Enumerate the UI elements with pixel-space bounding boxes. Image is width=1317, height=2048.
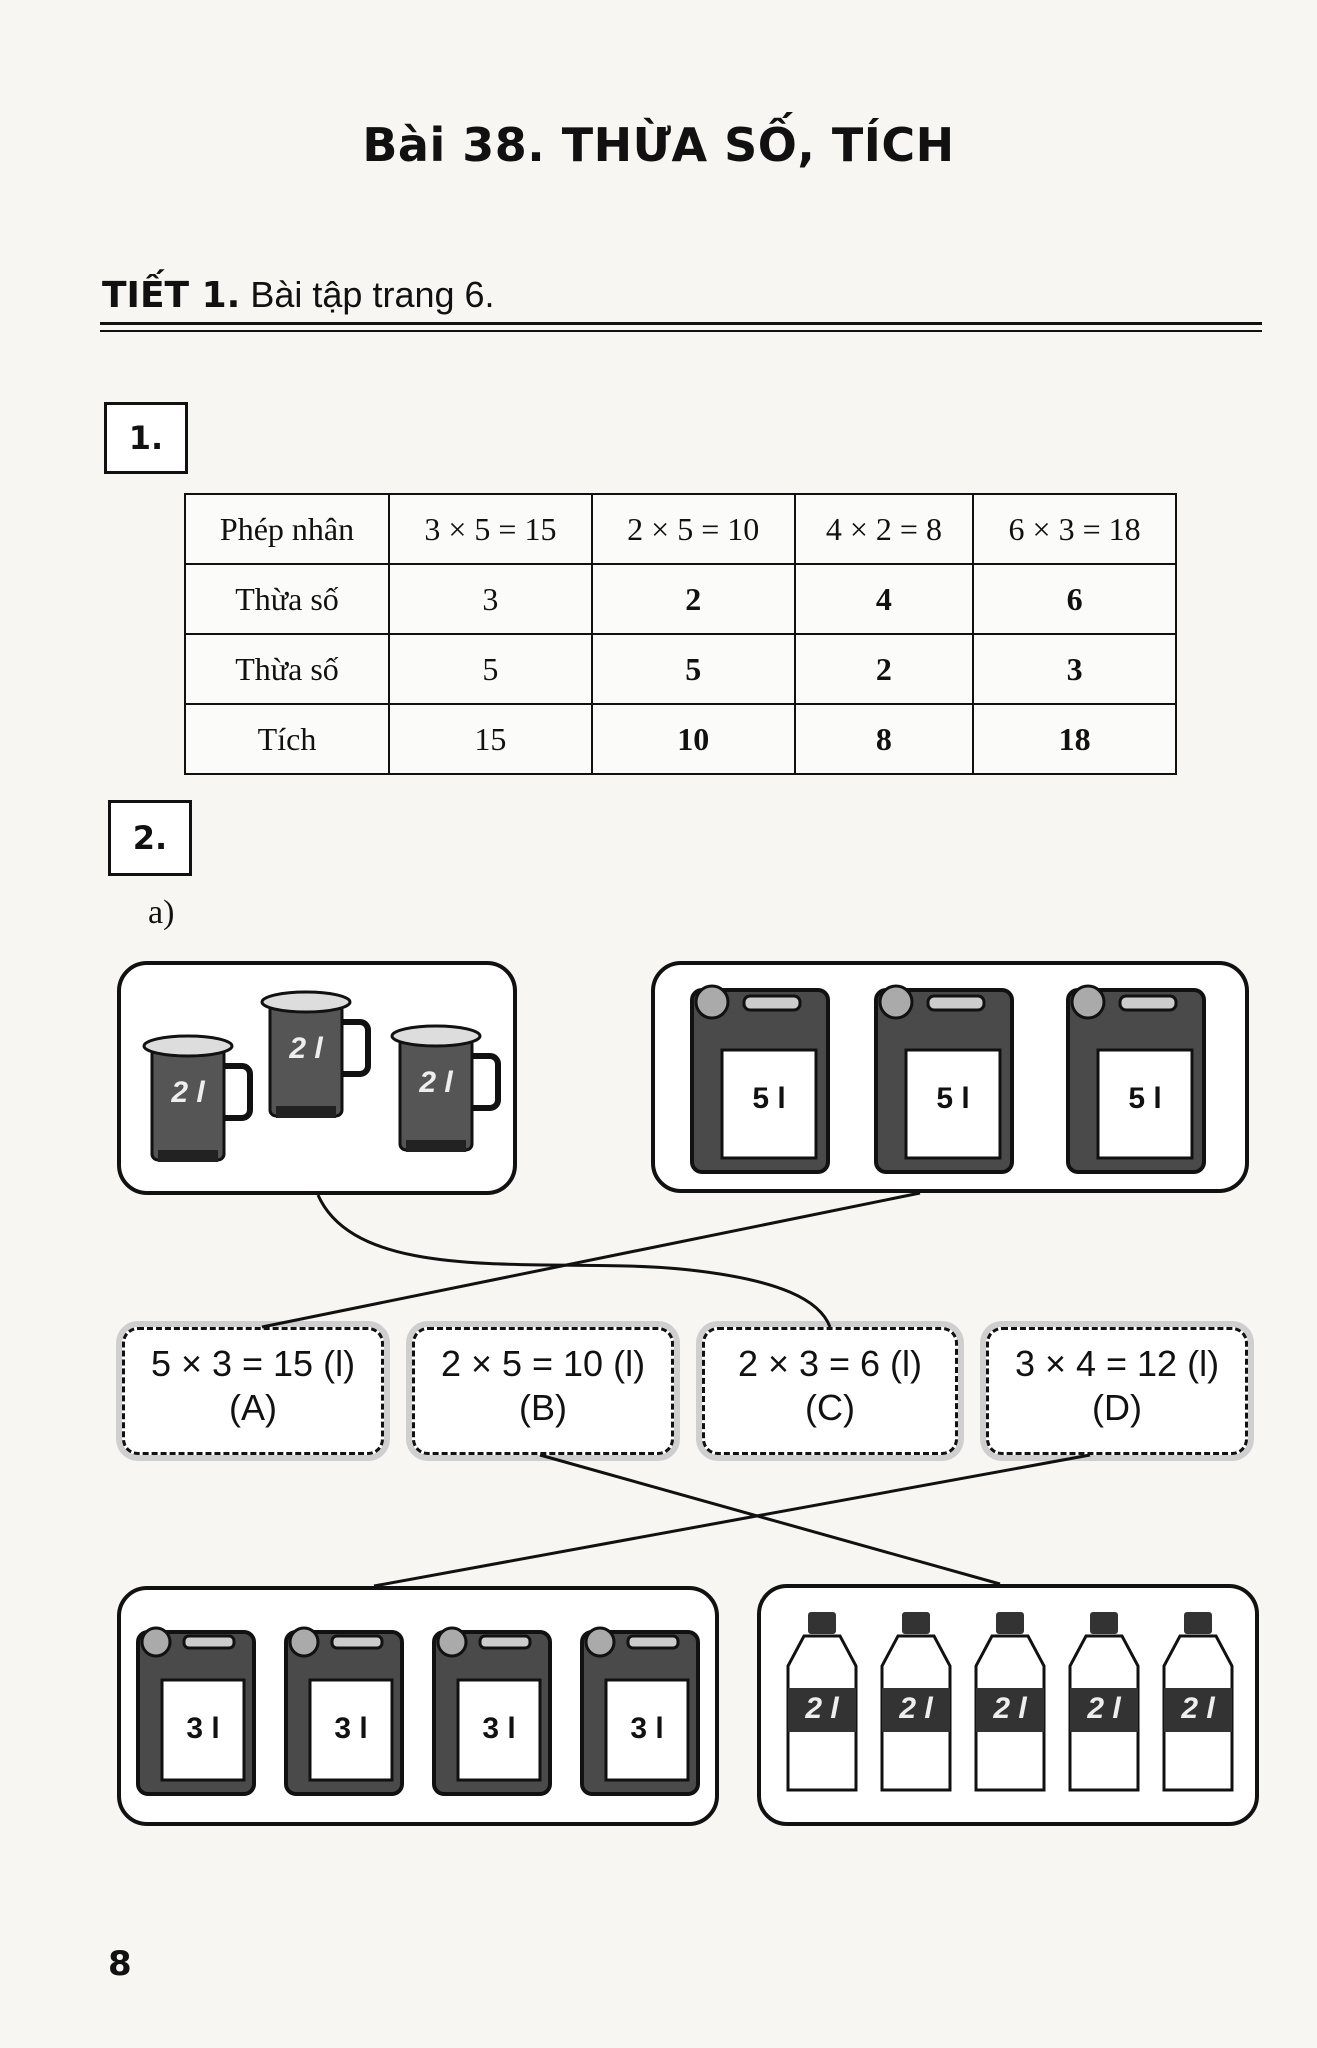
formula-tag: (D) <box>1092 1387 1142 1428</box>
table-header-cell: 4 × 2 = 8 <box>795 494 974 564</box>
canister-icon <box>686 978 834 1178</box>
bottle-icon <box>1156 1610 1240 1798</box>
table-header-cell: 3 × 5 = 15 <box>389 494 592 564</box>
answer-cell: 8 <box>795 704 974 774</box>
table-header-cell: 2 × 5 = 10 <box>592 494 795 564</box>
answer-cell: 10 <box>592 704 795 774</box>
can-label: 3 l <box>334 1712 368 1745</box>
table-cell: 3 <box>389 564 592 634</box>
formula-a-card[interactable] <box>122 1327 384 1455</box>
row-label: Thừa số <box>185 634 389 704</box>
heading-rule-thick <box>100 322 1262 325</box>
can-label: 3 l <box>630 1712 664 1745</box>
jug-label: 2 l <box>289 1032 323 1065</box>
bottle-label: 2 l <box>1181 1692 1215 1725</box>
jug-icon <box>256 986 374 1124</box>
can-label: 3 l <box>186 1712 220 1745</box>
page-title: Bài 38. THỪA SỐ, TÍCH <box>362 118 955 172</box>
answer-cell: 2 <box>592 564 795 634</box>
formula-tag: (B) <box>519 1387 567 1428</box>
bottle-icon <box>780 1610 864 1798</box>
row-label: Thừa số <box>185 564 389 634</box>
jug-label: 2 l <box>171 1076 205 1109</box>
bottle-label: 2 l <box>1087 1692 1121 1725</box>
canister-icon <box>576 1620 704 1800</box>
lesson-label: TIẾT 1. <box>102 275 241 316</box>
lesson-heading <box>102 274 495 316</box>
link-b-to-bottles <box>540 1455 1000 1584</box>
table-cell: 15 <box>389 704 592 774</box>
formula-expression: 5 × 3 = 15 (l) <box>150 1343 356 1384</box>
heading-rule-thin <box>100 330 1262 332</box>
canister-icon <box>280 1620 408 1800</box>
can-label: 5 l <box>1128 1082 1162 1115</box>
formula-expression: 2 × 5 = 10 (l) <box>440 1343 646 1384</box>
row-label: Tích <box>185 704 389 774</box>
formula-tag: (C) <box>805 1387 855 1428</box>
table-header-cell: Phép nhân <box>185 494 389 564</box>
canister-icon <box>132 1620 260 1800</box>
table-header-row <box>185 494 1176 564</box>
canister-icon <box>428 1620 556 1800</box>
answer-cell: 18 <box>973 704 1176 774</box>
answer-cell: 3 <box>973 634 1176 704</box>
page-number: 8 <box>108 1944 132 1984</box>
bottle-label: 2 l <box>899 1692 933 1725</box>
formula-d-card[interactable] <box>986 1327 1248 1455</box>
table-row <box>185 704 1176 774</box>
formula-b-card[interactable] <box>412 1327 674 1455</box>
table-row <box>185 634 1176 704</box>
formula-c-card[interactable] <box>702 1327 958 1455</box>
part-a-label: a) <box>148 894 175 931</box>
link-d-to-cans3 <box>374 1455 1090 1586</box>
exercise-2-number: 2. <box>108 800 192 876</box>
bottle-icon <box>874 1610 958 1798</box>
bottle-label: 2 l <box>993 1692 1027 1725</box>
lesson-text: Bài tập trang 6. <box>250 274 495 315</box>
can-label: 5 l <box>936 1082 970 1115</box>
can-label: 5 l <box>752 1082 786 1115</box>
jug-icon <box>386 1020 504 1158</box>
exercise-1-number: 1. <box>104 402 188 474</box>
formula-tag: (A) <box>229 1387 277 1428</box>
formula-expression: 3 × 4 = 12 (l) <box>1014 1343 1220 1384</box>
canister-icon <box>870 978 1018 1178</box>
table-cell: 5 <box>389 634 592 704</box>
multiplication-table <box>184 493 1177 775</box>
canister-icon <box>1062 978 1210 1178</box>
answer-cell: 2 <box>795 634 974 704</box>
jug-icon <box>138 1030 256 1168</box>
answer-cell: 5 <box>592 634 795 704</box>
bottle-icon <box>968 1610 1052 1798</box>
answer-cell: 4 <box>795 564 974 634</box>
table-header-cell: 6 × 3 = 18 <box>973 494 1176 564</box>
link-cans5-to-a <box>262 1193 920 1327</box>
table-row <box>185 564 1176 634</box>
bottle-label: 2 l <box>805 1692 839 1725</box>
jug-label: 2 l <box>419 1066 453 1099</box>
answer-cell: 6 <box>973 564 1176 634</box>
can-label: 3 l <box>482 1712 516 1745</box>
formula-expression: 2 × 3 = 6 (l) <box>737 1343 923 1384</box>
bottle-icon <box>1062 1610 1146 1798</box>
link-jugs-to-c <box>318 1195 830 1327</box>
